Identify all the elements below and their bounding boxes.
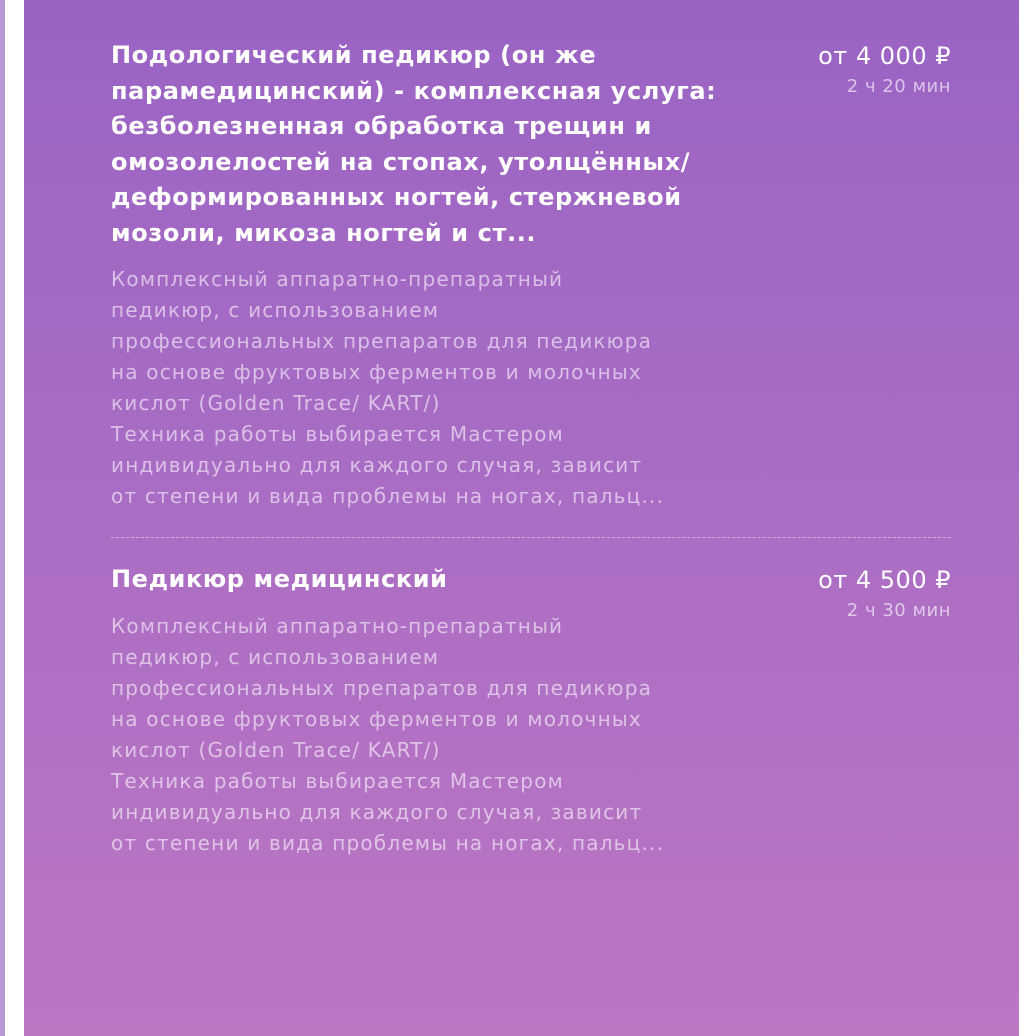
service-price-box (751, 562, 951, 624)
description-line: педикюр, с использованием (111, 298, 440, 322)
service-price: от 4 500 ₽ (818, 566, 951, 594)
service-description (111, 264, 731, 512)
description-line: Комплексный аппаратно-препаратный (111, 614, 564, 638)
description-line: педикюр, с использованием (111, 645, 440, 669)
description-line: Техника работы выбирается Мастером (111, 769, 564, 793)
service-duration: 2 ч 30 мин (846, 600, 951, 621)
service-description (111, 611, 731, 859)
description-line: кислот (Golden Trace/ KART/) (111, 391, 441, 415)
description-line: кислот (Golden Trace/ KART/) (111, 738, 441, 762)
description-line: Техника работы выбирается Мастером (111, 422, 564, 446)
description-line: профессиональных препаратов для педикюра (111, 676, 653, 700)
service-divider (111, 537, 951, 538)
description-line: от степени и вида проблемы на ногах, пальц... (111, 484, 665, 508)
description-line: Комплексный аппаратно-препаратный (111, 267, 564, 291)
description-line: профессиональных препаратов для педикюра (111, 329, 653, 353)
description-line: от степени и вида проблемы на ногах, пальц... (111, 831, 665, 855)
service-title[interactable]: Педикюр медицинский (111, 565, 448, 593)
description-line: на основе фруктовых ферментов и молочных (111, 707, 642, 731)
service-price-box (751, 38, 951, 100)
left-edge-border (0, 0, 5, 1036)
description-line: на основе фруктовых ферментов и молочных (111, 360, 642, 384)
service-price: от 4 000 ₽ (818, 42, 951, 70)
description-line: индивидуально для каждого случая, зависит (111, 453, 643, 477)
description-line: индивидуально для каждого случая, зависит (111, 800, 643, 824)
service-title[interactable]: Подологический педикюр (он же парамедицинский) - комплексная услуга: безболезненная обработка трещин и омозолелостей на стопах, утолщённых/деформированных ногтей, стержневой мозоли, микоза ногтей и ст... (111, 41, 717, 247)
service-duration: 2 ч 20 мин (846, 76, 951, 97)
